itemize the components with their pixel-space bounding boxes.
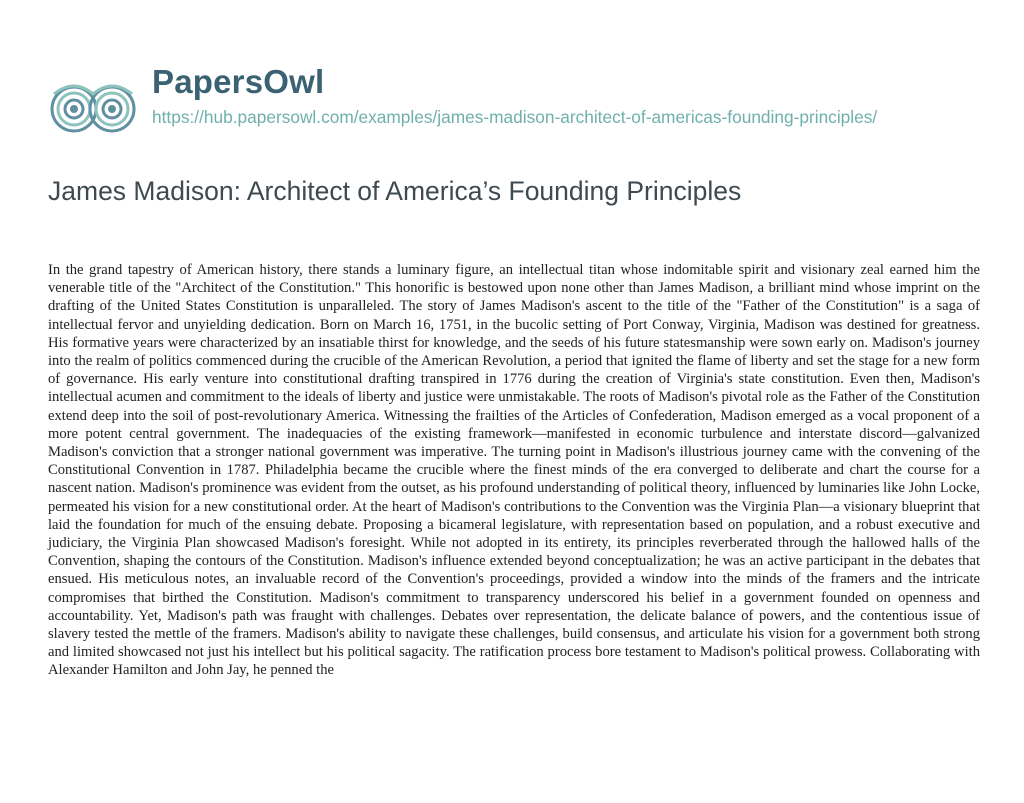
source-url-link[interactable]: https://hub.papersowl.com/examples/james-madison-architect-of-americas-founding-principles/ [152,107,878,127]
brand-name: PapersOwl [152,63,325,100]
document-title: James Madison: Architect of America’s Founding Principles [48,176,742,206]
document-body: In the grand tapestry of American history, there stands a luminary figure, an intellectual titan whose indomitable spirit and visionary zeal earned him the venerable title of the "Architect of the Constitution." This honorific is bestowed upon none other than James Madison, a brilliant mind whose imprint on the drafting of the United States Constitution is unparalleled. The story of James Madison's ascent to the title of the "Father of the Constitution" is a saga of intellectual fervor and unyielding dedication. Born on March 16, 1751, in the bucolic setting of Port Conway, Virginia, Madison was destined for greatness. His formative years were characterized by an insatiable thirst for knowledge, and the seeds of his future statesmanship were sown early on. Madison's journey into the realm of politics commenced during the crucible of the American Revolution, a period that ignited the flame of liberty and set the stage for a new form of governance. His early venture into constitutional drafting transpired in 1776 during the creation of Virginia's state constitution. Even then, Madison's intellectual acumen and commitment to the ideals of liberty and justice were unmistakable. The roots of Madison's pivotal role as the Father of the Constitution extend deep into the soil of post-revolutionary America. Witnessing the frailties of the Articles of Confederation, Madison emerged as a vocal proponent of a more potent central government. The inadequacies of the existing framework—manifested in economic turbulence and interstate discord—galvanized Madison's conviction that a stronger national government was imperative. The turning point in Madison's illustrious journey came with the convening of the Constitutional Convention in 1787. Philadelphia became the crucible where the finest minds of the era converged to deliberate and chart the course for a nascent nation. Madison's prominence was evident from the outset, as his profound understanding of political theory, influenced by luminaries like John Locke, permeated his vision for a new constitutional order. At the heart of Madison's contributions to the Convention was the Virginia Plan—a visionary blueprint that laid the foundation for much of the ensuing debate. Proposing a bicameral legislature, with representation based on population, and a robust executive and judiciary, the Virginia Plan showcased Madison's foresight. While not adopted in its entirety, its principles reverberated through the hallowed halls of the Convention, shaping the contours of the Constitution. Madison's influence extended beyond conceptualization; he was an active participant in the debates that ensued. His meticulous notes, an invaluable record of the Convention's proceedings, provided a window into the minds of the framers and the intricate compromises that birthed the Constitution. Madison's commitment to transparency underscored his belief in a government founded on openness and accountability. Yet, Madison's path was fraught with challenges. Debates over representation, the delicate balance of powers, and the contentious issue of slavery tested the mettle of the framers. Madison's ability to navigate these challenges, build consensus, and articulate his vision for a government both strong and limited showcased not just his intellect but his political sagacity. The ratification process bore testament to Madison's political prowess. Collaborating with Alexander Hamilton and John Jay, he penned the [48,262,980,679]
logo-left-eye-pupil [70,105,78,113]
page-header [48,44,948,164]
logo-right-eye-pupil [108,105,116,113]
owl-eyes-logo-icon [48,64,138,154]
